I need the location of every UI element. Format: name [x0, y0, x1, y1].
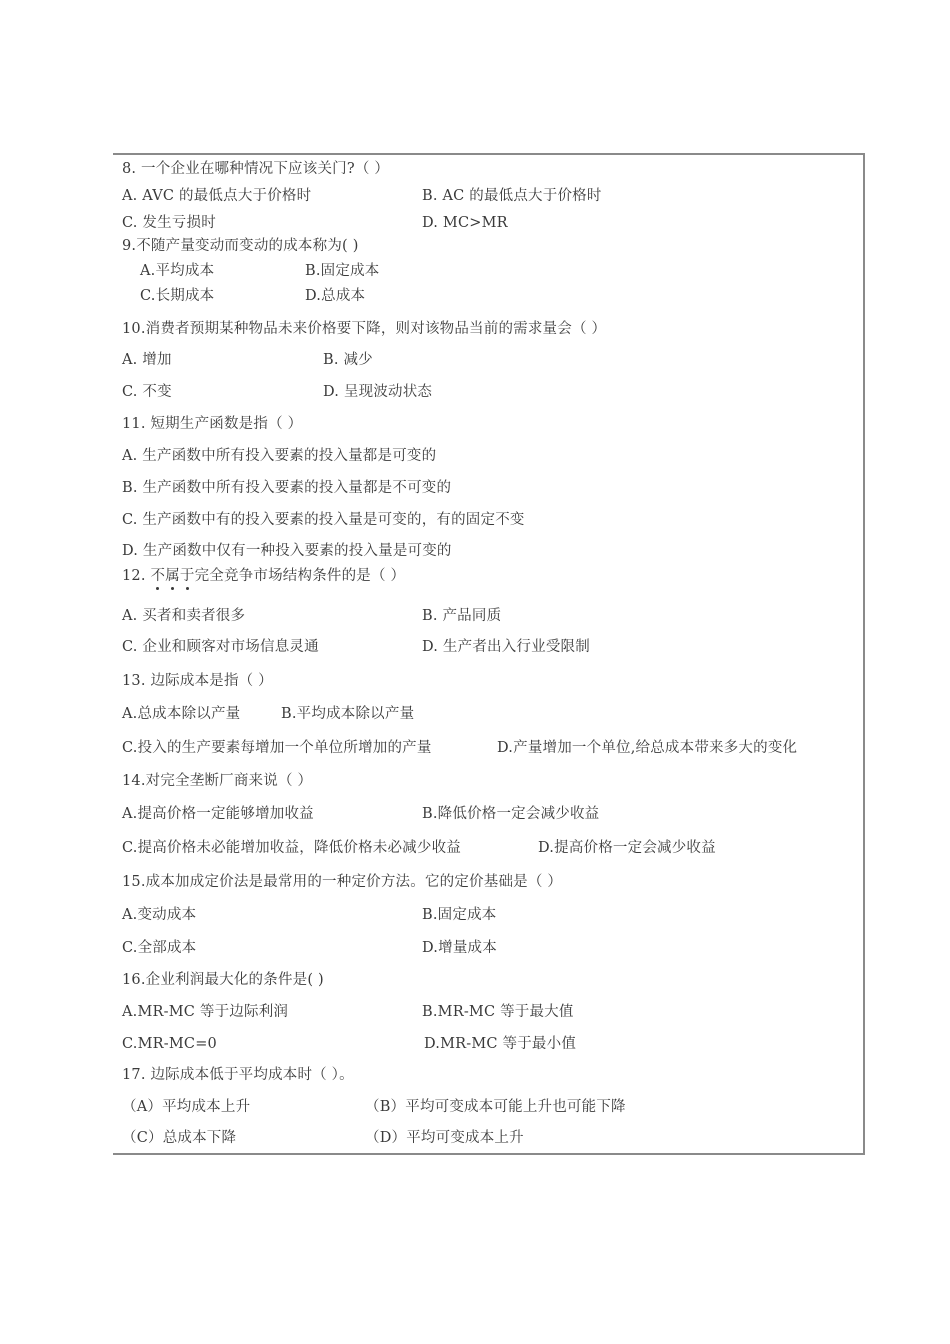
question-12-option-c: C. 企业和顾客对市场信息灵通	[122, 639, 319, 655]
question-8-stem: 8. 一个企业在哪种情况下应该关门?（ ）	[122, 161, 390, 177]
question-15-option-c: C.全部成本	[122, 940, 197, 956]
question-9-stem: 9.不随产量变动而变动的成本称为( )	[122, 238, 359, 254]
question-10-stem: 10.消费者预期某种物品未来价格要下降，则对该物品当前的需求量会（ ）	[122, 321, 607, 337]
question-12-option-a: A. 买者和卖者很多	[122, 608, 246, 624]
question-9-option-d: D.总成本	[305, 288, 366, 304]
question-12-number: 12.	[122, 568, 151, 584]
question-12-option-d: D. 生产者出入行业受限制	[422, 639, 590, 655]
question-14-option-d: D.提高价格一定会减少收益	[538, 840, 716, 856]
question-10-option-c: C. 不变	[122, 384, 172, 400]
question-8-option-a: A. AVC 的最低点大于价格时	[122, 188, 312, 204]
question-8-option-d: D. MC>MR	[422, 215, 508, 231]
question-14-option-b: B.降低价格一定会减少收益	[422, 806, 600, 822]
question-16-option-d: D.MR-MC 等于最小值	[424, 1036, 577, 1052]
question-12-stem	[122, 567, 405, 585]
question-16-option-c: C.MR-MC=0	[122, 1036, 217, 1052]
question-11-option-b: B. 生产函数中所有投入要素的投入量都是不可变的	[122, 480, 452, 496]
question-9-option-a: A.平均成本	[140, 263, 215, 279]
question-13-option-d: D.产量增加一个单位,给总成本带来多大的变化	[497, 740, 798, 756]
question-8-option-c: C. 发生亏损时	[122, 215, 216, 231]
question-9-option-c: C.长期成本	[140, 288, 215, 304]
question-16-option-b: B.MR-MC 等于最大值	[422, 1004, 574, 1020]
question-12-option-b: B. 产品同质	[422, 608, 502, 624]
question-15-option-b: B.固定成本	[422, 907, 497, 923]
emphasis-char: 于	[179, 568, 195, 584]
question-17-stem: 17. 边际成本低于平均成本时（ ）。	[122, 1067, 354, 1083]
question-11-option-a: A. 生产函数中所有投入要素的投入量都是可变的	[122, 448, 437, 464]
question-11-option-d: D. 生产函数中仅有一种投入要素的投入量是可变的	[122, 543, 452, 559]
question-13-option-b: B.平均成本除以产量	[281, 706, 415, 722]
question-17-option-c: （C）总成本下降	[122, 1130, 237, 1146]
question-17-option-b: （B）平均可变成本可能上升也可能下降	[365, 1099, 626, 1115]
question-11-option-c: C. 生产函数中有的投入要素的投入量是可变的，有的固定不变	[122, 512, 525, 528]
question-14-option-a: A.提高价格一定能够增加收益	[122, 806, 314, 822]
question-9-option-b: B.固定成本	[305, 263, 380, 279]
question-10-option-d: D. 呈现波动状态	[323, 384, 433, 400]
question-13-stem: 13. 边际成本是指（ ）	[122, 673, 273, 689]
emphasis-char: 属	[165, 568, 180, 584]
question-12-stem-rest: 完全竞争市场结构条件的是（ ）	[194, 568, 406, 584]
question-17-option-a: （A）平均成本上升	[122, 1099, 251, 1115]
question-16-stem: 16.企业利润最大化的条件是( )	[122, 972, 324, 988]
question-13-option-a: A.总成本除以产量	[122, 706, 241, 722]
question-17-option-d: （D）平均可变成本上升	[365, 1130, 524, 1146]
question-10-option-a: A. 增加	[122, 352, 172, 368]
question-10-option-b: B. 减少	[323, 352, 373, 368]
emphasis-char: 不	[150, 568, 166, 584]
question-15-stem: 15.成本加成定价法是最常用的一种定价方法。它的定价基础是（ ）	[122, 874, 563, 890]
question-15-option-d: D.增量成本	[422, 940, 497, 956]
question-15-option-a: A.变动成本	[122, 907, 197, 923]
question-13-option-c: C.投入的生产要素每增加一个单位所增加的产量	[122, 740, 432, 756]
question-11-stem: 11. 短期生产函数是指（ ）	[122, 416, 303, 432]
question-8-option-b: B. AC 的最低点大于价格时	[422, 188, 602, 204]
question-14-option-c: C.提高价格未必能增加收益，降低价格未必减少收益	[122, 840, 461, 856]
question-14-stem: 14.对完全垄断厂商来说（ ）	[122, 773, 313, 789]
question-16-option-a: A.MR-MC 等于边际利润	[122, 1004, 289, 1020]
